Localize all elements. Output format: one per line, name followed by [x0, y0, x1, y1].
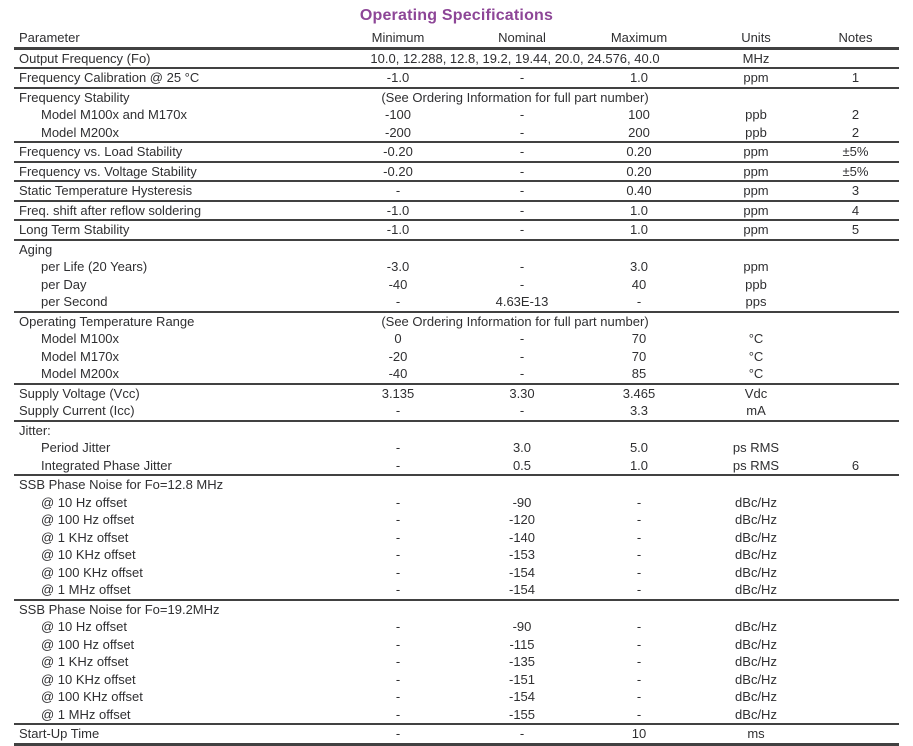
units-cell: ppm: [700, 162, 812, 182]
table-row: [14, 258, 899, 276]
nominal-cell: -: [519, 348, 525, 364]
units-cell: ppm: [700, 142, 812, 162]
min-cell: [330, 600, 466, 619]
min-cell: -1.0: [330, 68, 466, 88]
notes-cell: [812, 330, 899, 348]
min-cell: -: [395, 529, 401, 545]
min-cell: -0.20: [330, 162, 466, 182]
param-cell: @ 10 KHz offset: [41, 547, 136, 563]
param-cell: Start-Up Time: [14, 724, 330, 744]
param-cell: per Day: [41, 276, 87, 292]
units-cell: dBc/Hz: [735, 512, 777, 528]
nominal-cell: -: [519, 331, 525, 347]
param-cell: @ 1 KHz offset: [41, 529, 129, 545]
units-cell: ps RMS: [732, 440, 780, 456]
min-cell: -: [395, 457, 401, 473]
operating-specifications-table: [14, 29, 899, 746]
units-cell: dBc/Hz: [735, 547, 777, 563]
table-row: [14, 706, 899, 725]
max-cell: 85: [631, 366, 647, 382]
units-cell: [700, 600, 812, 619]
nominal-cell: -115: [509, 636, 535, 652]
max-cell: 1.0: [578, 201, 700, 221]
min-cell: [330, 475, 466, 494]
units-cell: ppb: [745, 107, 767, 123]
nominal-cell: -: [519, 124, 525, 140]
notes-cell: 2: [851, 124, 860, 140]
notes-cell: [812, 636, 899, 654]
min-cell: -40: [388, 276, 408, 292]
units-cell: °C: [748, 348, 764, 364]
nominal-cell: [466, 240, 578, 259]
units-cell: ppm: [700, 68, 812, 88]
param-cell: @ 1 KHz offset: [41, 654, 129, 670]
min-cell: -40: [388, 366, 408, 382]
nominal-cell: -120: [508, 512, 536, 528]
units-cell: °C: [748, 366, 764, 382]
table-row: [14, 636, 899, 654]
notes-cell: [812, 529, 899, 547]
table-row: [14, 421, 899, 440]
max-cell: 0.20: [578, 142, 700, 162]
table-row: [14, 475, 899, 494]
min-cell: [330, 240, 466, 259]
table-row: [14, 671, 899, 689]
max-cell: -: [636, 294, 642, 310]
nominal-cell: -154: [508, 582, 536, 598]
units-cell: Vdc: [700, 384, 812, 403]
param-cell: Frequency vs. Load Stability: [14, 142, 330, 162]
column-header-units: Units: [700, 29, 812, 48]
notes-cell: [812, 494, 899, 512]
max-cell: -: [636, 689, 642, 705]
units-cell: dBc/Hz: [735, 654, 777, 670]
table-row: [14, 581, 899, 600]
notes-cell: [812, 293, 899, 312]
param-cell: @ 10 Hz offset: [41, 619, 127, 635]
min-cell: -: [395, 440, 401, 456]
table-row-span: [14, 312, 899, 331]
notes-cell: [812, 276, 899, 294]
notes-cell: 2: [851, 107, 860, 123]
max-cell: -: [636, 619, 642, 635]
nominal-cell: -135: [508, 654, 536, 670]
min-cell: -100: [384, 107, 412, 123]
param-cell: Model M100x: [41, 331, 120, 347]
max-cell: [578, 421, 700, 440]
min-cell: -: [395, 619, 401, 635]
nominal-cell: -: [466, 201, 578, 221]
units-cell: ppb: [745, 276, 767, 292]
param-cell: Aging: [14, 240, 330, 259]
max-cell: 3.0: [629, 259, 649, 275]
param-cell: Static Temperature Hysteresis: [14, 181, 330, 201]
max-cell: 3.465: [578, 384, 700, 403]
table-row-span: [14, 88, 899, 107]
max-cell: 70: [631, 331, 647, 347]
table-row: [14, 293, 899, 312]
min-cell: -: [395, 494, 401, 510]
table-row: [14, 724, 899, 744]
param-cell: per Second: [41, 294, 108, 310]
nominal-cell: -90: [512, 494, 532, 510]
units-cell: [700, 475, 812, 494]
notes-cell: ±5%: [812, 142, 899, 162]
max-cell: -: [636, 654, 642, 670]
min-cell: -: [395, 582, 401, 598]
table-row: [14, 365, 899, 384]
notes-cell: 1: [812, 68, 899, 88]
table-row-span: [14, 48, 899, 68]
units-cell: mA: [746, 403, 766, 419]
min-cell: -: [395, 547, 401, 563]
notes-cell: [812, 402, 899, 421]
units-cell: ppb: [745, 124, 767, 140]
nominal-cell: [466, 600, 578, 619]
units-cell: dBc/Hz: [735, 529, 777, 545]
table-row: [14, 240, 899, 259]
max-cell: [578, 600, 700, 619]
param-cell: @ 100 KHz offset: [41, 689, 143, 705]
max-cell: 200: [628, 124, 650, 140]
max-cell: -: [636, 671, 642, 687]
min-cell: -3.0: [386, 259, 410, 275]
units-cell: dBc/Hz: [735, 706, 777, 722]
nominal-cell: -153: [508, 547, 536, 563]
table-row: [14, 511, 899, 529]
notes-cell: [812, 688, 899, 706]
units-cell: [700, 240, 812, 259]
param-cell: Output Frequency (Fo): [19, 50, 151, 66]
notes-cell: [812, 581, 899, 600]
table-row: [14, 600, 899, 619]
column-header-notes: Notes: [812, 29, 899, 48]
table-row: [14, 124, 899, 143]
nominal-cell: -: [519, 107, 525, 123]
max-cell: -: [636, 564, 642, 580]
param-cell: Long Term Stability: [14, 220, 330, 240]
max-cell: -: [636, 512, 642, 528]
max-cell: 0.40: [578, 181, 700, 201]
min-cell: 3.135: [330, 384, 466, 403]
param-cell: Period Jitter: [41, 440, 111, 456]
table-row: [14, 457, 899, 476]
nominal-cell: -: [466, 724, 578, 744]
units-cell: pps: [745, 294, 767, 310]
notes-cell: [812, 706, 899, 725]
nominal-cell: -154: [508, 564, 536, 580]
max-cell: -: [636, 706, 642, 722]
notes-cell: [812, 724, 899, 744]
min-cell: -: [395, 403, 401, 419]
units-cell: dBc/Hz: [735, 689, 777, 705]
notes-cell: [812, 653, 899, 671]
param-cell: Frequency vs. Voltage Stability: [14, 162, 330, 182]
table-row: [14, 348, 899, 366]
units-cell: [700, 421, 812, 440]
param-cell: SSB Phase Noise for Fo=19.2MHz: [14, 600, 330, 619]
nominal-cell: -154: [508, 689, 536, 705]
max-cell: 10: [578, 724, 700, 744]
column-header-maximum: Maximum: [578, 29, 700, 48]
notes-cell: [812, 384, 899, 403]
param-cell: Model M100x and M170x: [41, 107, 187, 123]
units-cell: ps RMS: [732, 457, 780, 473]
max-cell: -: [636, 636, 642, 652]
header-row: [14, 29, 899, 48]
notes-cell: [812, 671, 899, 689]
min-cell: -: [395, 689, 401, 705]
notes-cell: [812, 365, 899, 384]
nominal-cell: -: [466, 68, 578, 88]
table-row: [14, 529, 899, 547]
min-cell: -200: [384, 124, 412, 140]
nominal-cell: -140: [508, 529, 536, 545]
table-row: [14, 494, 899, 512]
min-cell: 0: [394, 331, 402, 347]
min-cell: -: [330, 724, 466, 744]
units-cell: [700, 312, 812, 331]
units-cell: dBc/Hz: [735, 619, 777, 635]
table-row: [14, 142, 899, 162]
param-cell: Jitter:: [14, 421, 330, 440]
max-cell: [578, 240, 700, 259]
min-cell: -: [395, 564, 401, 580]
table-row: [14, 439, 899, 457]
min-cell: -: [395, 294, 401, 310]
max-cell: -: [636, 547, 642, 563]
nominal-cell: [466, 421, 578, 440]
units-cell: dBc/Hz: [735, 636, 777, 652]
notes-cell: [812, 439, 899, 457]
notes-cell: [812, 312, 899, 331]
span-value-cell: 10.0, 12.288, 12.8, 19.2, 19.44, 20.0, 24.576, 40.0: [370, 50, 660, 66]
units-cell: ppm: [700, 220, 812, 240]
span-value-cell: (See Ordering Information for full part number): [330, 312, 700, 331]
nominal-cell: -: [466, 142, 578, 162]
max-cell: 3.3: [629, 403, 649, 419]
table-row: [14, 688, 899, 706]
max-cell: 100: [628, 107, 650, 123]
table-row: [14, 653, 899, 671]
span-value-cell: (See Ordering Information for full part number): [330, 88, 700, 107]
table-row: [14, 220, 899, 240]
min-cell: -20: [388, 348, 408, 364]
param-cell: @ 1 MHz offset: [41, 706, 131, 722]
max-cell: 70: [631, 348, 647, 364]
notes-cell: 6: [851, 457, 860, 473]
notes-cell: [812, 348, 899, 366]
nominal-cell: -90: [512, 619, 532, 635]
nominal-cell: 0.5: [512, 457, 532, 473]
param-cell: @ 1 MHz offset: [41, 582, 131, 598]
notes-cell: [812, 421, 899, 440]
units-cell: [700, 88, 812, 107]
notes-cell: [812, 600, 899, 619]
param-cell: per Life (20 Years): [41, 259, 148, 275]
min-cell: -: [395, 654, 401, 670]
column-header-parameter: Parameter: [14, 29, 330, 48]
param-cell: Frequency Calibration @ 25 °C: [14, 68, 330, 88]
notes-cell: [812, 511, 899, 529]
param-cell: SSB Phase Noise for Fo=12.8 MHz: [14, 475, 330, 494]
min-cell: -: [395, 512, 401, 528]
column-header-minimum: Minimum: [330, 29, 466, 48]
min-cell: -: [330, 181, 466, 201]
units-cell: °C: [748, 331, 764, 347]
notes-cell: 3: [812, 181, 899, 201]
max-cell: 5.0: [629, 440, 649, 456]
units-cell: ppm: [700, 201, 812, 221]
units-cell: dBc/Hz: [735, 582, 777, 598]
max-cell: 1.0: [629, 457, 649, 473]
nominal-cell: -: [519, 366, 525, 382]
max-cell: 1.0: [578, 220, 700, 240]
param-cell: @ 10 KHz offset: [41, 671, 136, 687]
notes-cell: [812, 475, 899, 494]
param-cell: @ 100 Hz offset: [41, 636, 135, 652]
param-cell: Supply Current (Icc): [19, 403, 135, 419]
notes-cell: [812, 564, 899, 582]
notes-cell: ±5%: [812, 162, 899, 182]
notes-cell: [812, 240, 899, 259]
units-cell: dBc/Hz: [735, 671, 777, 687]
max-cell: 40: [631, 276, 647, 292]
min-cell: [330, 421, 466, 440]
units-cell: MHz: [742, 50, 770, 66]
table-row: [14, 181, 899, 201]
nominal-cell: -: [466, 181, 578, 201]
notes-cell: [812, 48, 899, 68]
units-cell: ppm: [700, 181, 812, 201]
nominal-cell: [466, 475, 578, 494]
nominal-cell: -151: [508, 671, 536, 687]
notes-cell: [812, 88, 899, 107]
nominal-cell: 3.0: [512, 440, 532, 456]
param-cell: Model M200x: [41, 124, 120, 140]
param-cell: Frequency Stability: [14, 88, 330, 107]
param-cell: Supply Voltage (Vcc): [14, 384, 330, 403]
max-cell: -: [636, 582, 642, 598]
param-cell: Freq. shift after reflow soldering: [14, 201, 330, 221]
table-row: [14, 618, 899, 636]
table-row: [14, 201, 899, 221]
max-cell: -: [636, 494, 642, 510]
table-row: [14, 68, 899, 88]
notes-cell: 4: [812, 201, 899, 221]
nominal-cell: -: [519, 259, 525, 275]
datasheet-page: [0, 7, 913, 746]
table-row: [14, 162, 899, 182]
nominal-cell: -: [519, 403, 525, 419]
max-cell: -: [636, 529, 642, 545]
table-row: [14, 546, 899, 564]
nominal-cell: -: [519, 276, 525, 292]
min-cell: -: [395, 706, 401, 722]
max-cell: 0.20: [578, 162, 700, 182]
param-cell: @ 10 Hz offset: [41, 494, 127, 510]
table-row: [14, 106, 899, 124]
notes-cell: [812, 546, 899, 564]
notes-cell: [812, 618, 899, 636]
max-cell: [578, 475, 700, 494]
table-row: [14, 384, 899, 403]
min-cell: -1.0: [330, 220, 466, 240]
units-cell: dBc/Hz: [735, 564, 777, 580]
param-cell: Integrated Phase Jitter: [41, 457, 172, 473]
min-cell: -1.0: [330, 201, 466, 221]
param-cell: @ 100 Hz offset: [41, 512, 135, 528]
table-row: [14, 402, 899, 421]
page-title: Operating Specifications: [359, 7, 554, 24]
nominal-cell: -: [466, 220, 578, 240]
param-cell: Model M200x: [41, 366, 120, 382]
notes-cell: [812, 258, 899, 276]
table-row: [14, 276, 899, 294]
nominal-cell: 3.30: [466, 384, 578, 403]
table-row: [14, 330, 899, 348]
max-cell: 1.0: [578, 68, 700, 88]
min-cell: -: [395, 671, 401, 687]
table-body: [14, 48, 899, 744]
min-cell: -: [395, 636, 401, 652]
units-cell: ppm: [743, 259, 769, 275]
column-header-nominal: Nominal: [466, 29, 578, 48]
units-cell: ms: [700, 724, 812, 744]
notes-cell: 5: [812, 220, 899, 240]
nominal-cell: 4.63E-13: [495, 294, 549, 310]
table-row: [14, 564, 899, 582]
nominal-cell: -155: [508, 706, 536, 722]
min-cell: -0.20: [330, 142, 466, 162]
param-cell: @ 100 KHz offset: [41, 564, 143, 580]
param-cell: Model M170x: [41, 348, 120, 364]
nominal-cell: -: [466, 162, 578, 182]
units-cell: dBc/Hz: [735, 494, 777, 510]
param-cell: Operating Temperature Range: [14, 312, 330, 331]
